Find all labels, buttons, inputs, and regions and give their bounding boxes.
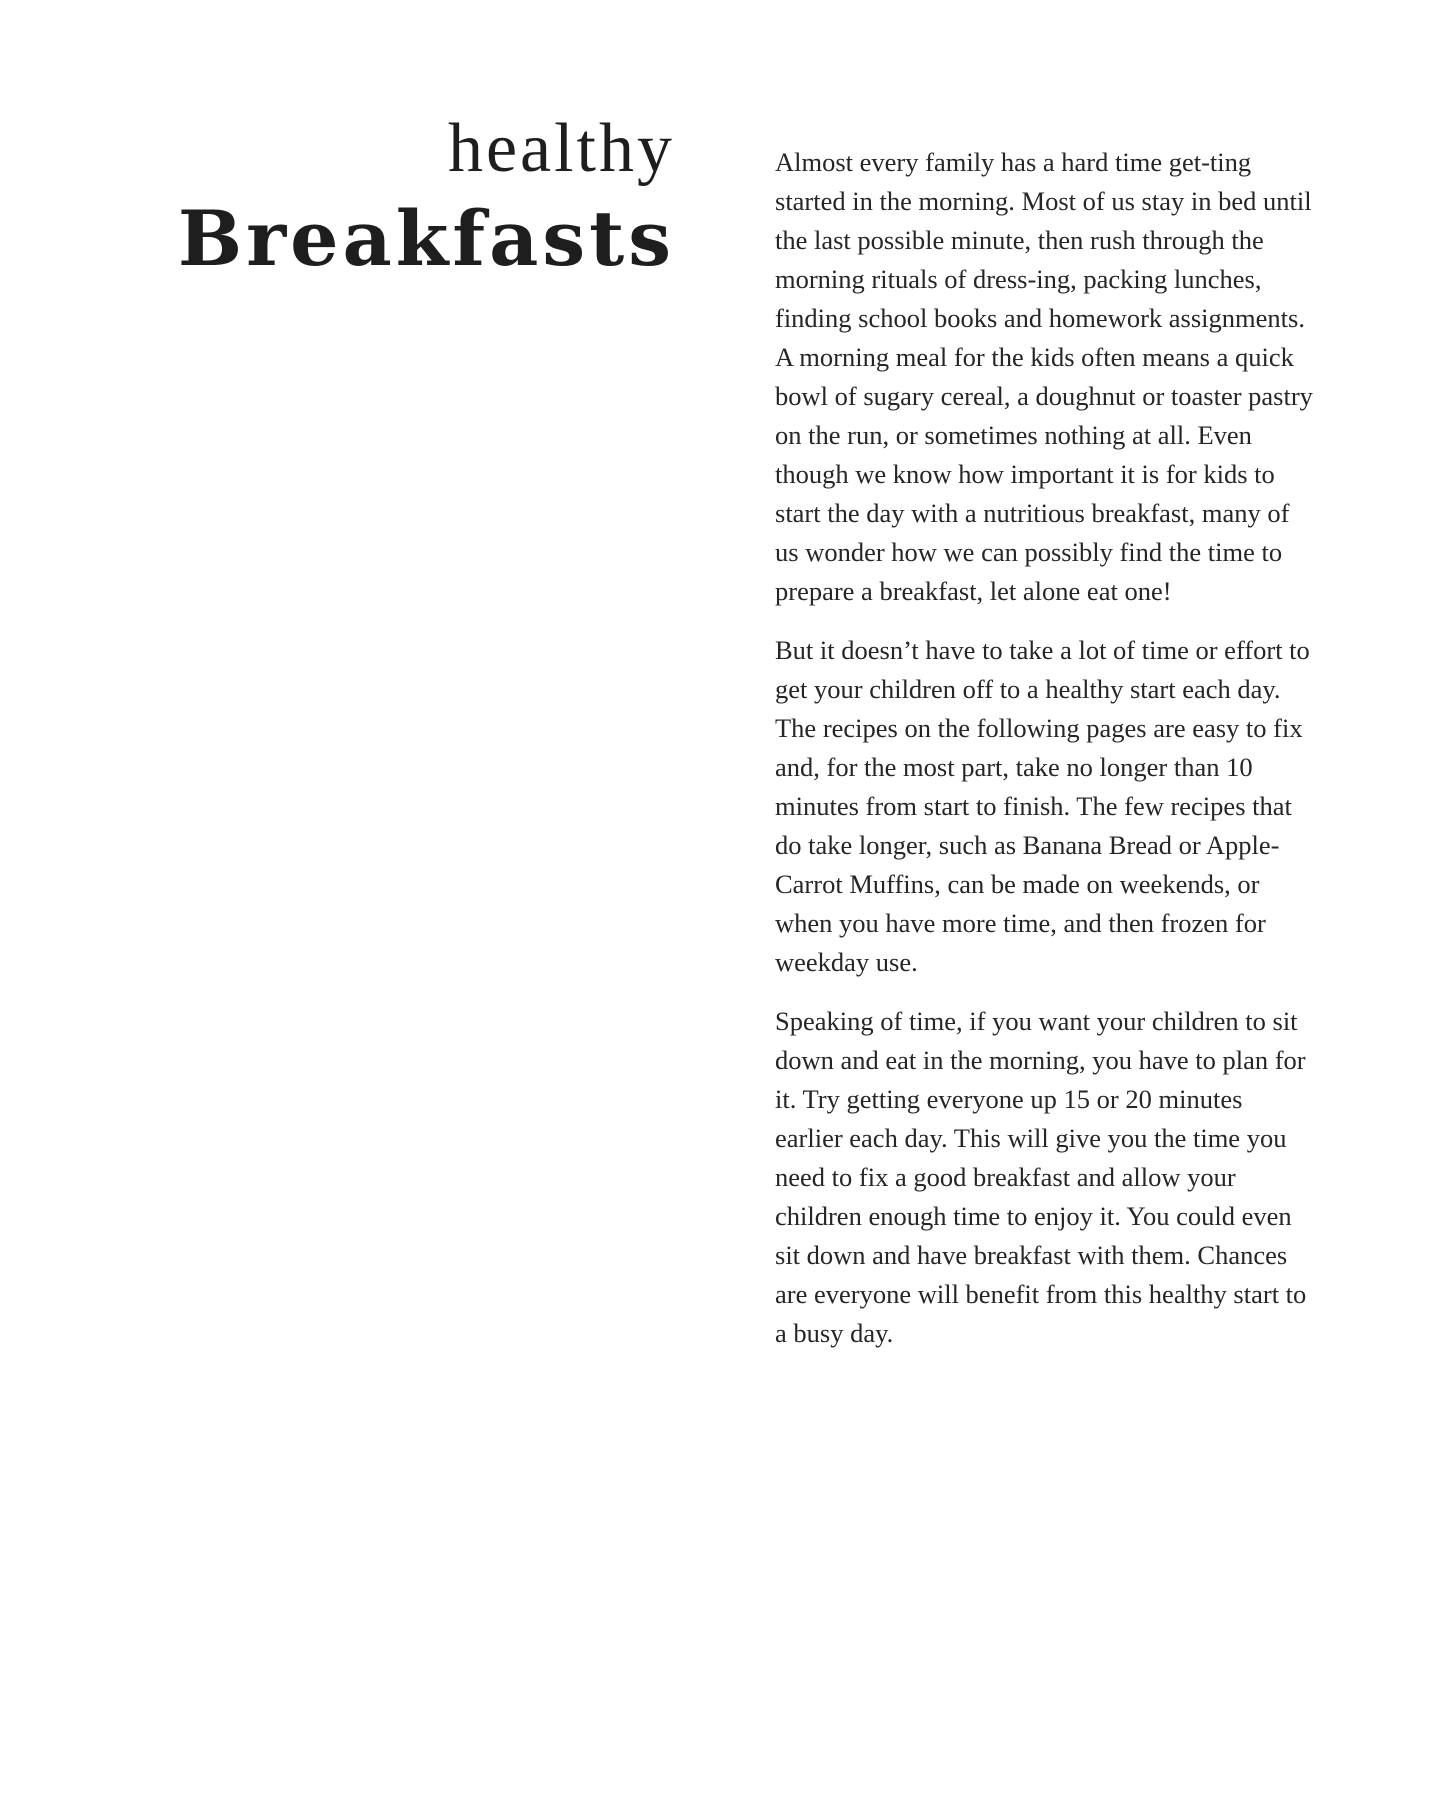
chapter-title [150,108,675,288]
paragraph-1: Almost every family has a hard time get-ting started in the morning. Most of us stay in bed until the last possible minute, then rush through the morning rituals of dress-ing, packing lunches, finding school books and homework assignments. A morning meal for the kids often means a quick bowl of sugary cereal, a doughnut or toaster pastry on the run, or sometimes nothing at all. Even though we know how important it is for kids to start the day with a nutritious breakfast, many of us wonder how we can possibly find the time to prepare a breakfast, let alone eat one! [775,147,1313,606]
title-line-breakfasts: Breakfasts [177,194,675,283]
paragraph-2: But it doesn’t have to take a lot of time or effort to get your children off to a healthy start each day. The recipes on the following pages are easy to fix and, for the most part, take no longer than 10 minutes from start to finish. The few recipes that do take longer, such as Banana Bread or Apple-Carrot Muffins, can be made on weekends, or when you have more time, and then frozen for weekday use. [775,635,1310,977]
body-text-column [775,143,1315,1373]
paragraph-3: Speaking of time, if you want your children to sit down and eat in the morning, you have to plan for it. Try getting everyone up 15 or 20 minutes earlier each day. This will give you the time you need to fix a good breakfast and allow your children enough time to enjoy it. You could even sit down and have breakfast with them. Chances are everyone will benefit from this healthy start to a busy day. [775,1006,1307,1348]
title-line-healthy: healthy [447,110,675,187]
